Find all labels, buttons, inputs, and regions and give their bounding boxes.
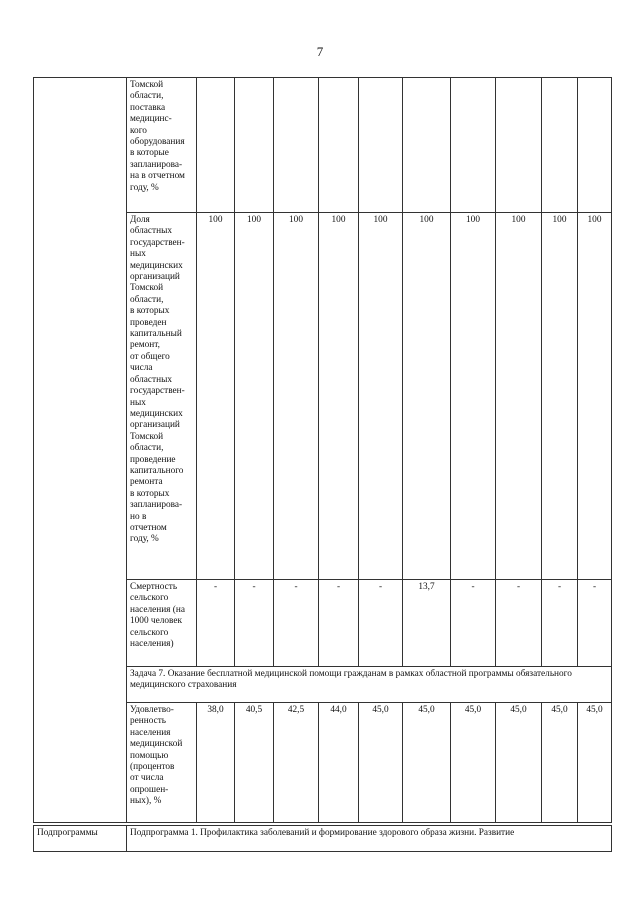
value-cell: 42,5 [274, 703, 319, 823]
value-cell: 45,0 [359, 703, 403, 823]
value-cell: 45,0 [451, 703, 496, 823]
value-cell: - [451, 580, 496, 667]
indicators-table [33, 77, 612, 823]
value-cell [451, 78, 496, 213]
value-cell: 40,5 [235, 703, 274, 823]
value-cell [235, 78, 274, 213]
value-cell: 13,7 [403, 580, 451, 667]
value-cell: - [319, 580, 359, 667]
value-cell [319, 78, 359, 213]
indicator-label: Смертность сельского населения (на 1000 человек сельского населения) [127, 580, 197, 667]
value-cell [496, 78, 542, 213]
indicator-label: Удовлетво- ренность населения медицинской помощью (процентов от числа опрошен- ных), % [127, 703, 197, 823]
value-cell: 100 [319, 213, 359, 580]
left-column-cell [34, 78, 127, 823]
value-cell: 45,0 [578, 703, 612, 823]
value-cell: - [496, 580, 542, 667]
value-cell: 45,0 [403, 703, 451, 823]
value-cell: - [578, 580, 612, 667]
value-cell: 100 [359, 213, 403, 580]
value-cell: - [542, 580, 578, 667]
value-cell: - [197, 580, 235, 667]
value-cell: 45,0 [496, 703, 542, 823]
value-cell [542, 78, 578, 213]
value-cell: 45,0 [542, 703, 578, 823]
value-cell: 100 [578, 213, 612, 580]
value-cell: 44,0 [319, 703, 359, 823]
page-number: 7 [316, 44, 324, 59]
table-row [34, 78, 612, 213]
value-cell: 100 [496, 213, 542, 580]
value-cell [274, 78, 319, 213]
indicator-label: Доля областных государствен- ных медицинских организаций Томской области, в которых проведен капитальный ремонт, от общего числа областных государствен- ных медицинских организаций Томской области, проведение капитального ремонта в которых запланирова- но в отчетном году, % [127, 213, 197, 580]
task-heading: Задача 7. Оказание бесплатной медицинской помощи гражданам в рамках областной программы обязательного медицинского страхования [127, 667, 612, 703]
value-cell [197, 78, 235, 213]
value-cell: 100 [403, 213, 451, 580]
value-cell: 100 [542, 213, 578, 580]
subprograms-table [33, 825, 612, 852]
value-cell: 100 [451, 213, 496, 580]
value-cell: - [274, 580, 319, 667]
indicator-label: Томской области, поставка медицинс- кого оборудования в которые запланирова- на в отчетном году, % [127, 78, 197, 213]
value-cell: 100 [235, 213, 274, 580]
subprogram-text: Подпрограмма 1. Профилактика заболеваний и формирование здорового образа жизни. Развитие [127, 826, 612, 852]
value-cell [578, 78, 612, 213]
table-row [34, 826, 612, 852]
value-cell: - [359, 580, 403, 667]
value-cell: - [235, 580, 274, 667]
value-cell [403, 78, 451, 213]
subprograms-label: Подпрограммы [34, 826, 127, 852]
value-cell: 100 [274, 213, 319, 580]
value-cell: 100 [197, 213, 235, 580]
value-cell: 38,0 [197, 703, 235, 823]
value-cell [359, 78, 403, 213]
